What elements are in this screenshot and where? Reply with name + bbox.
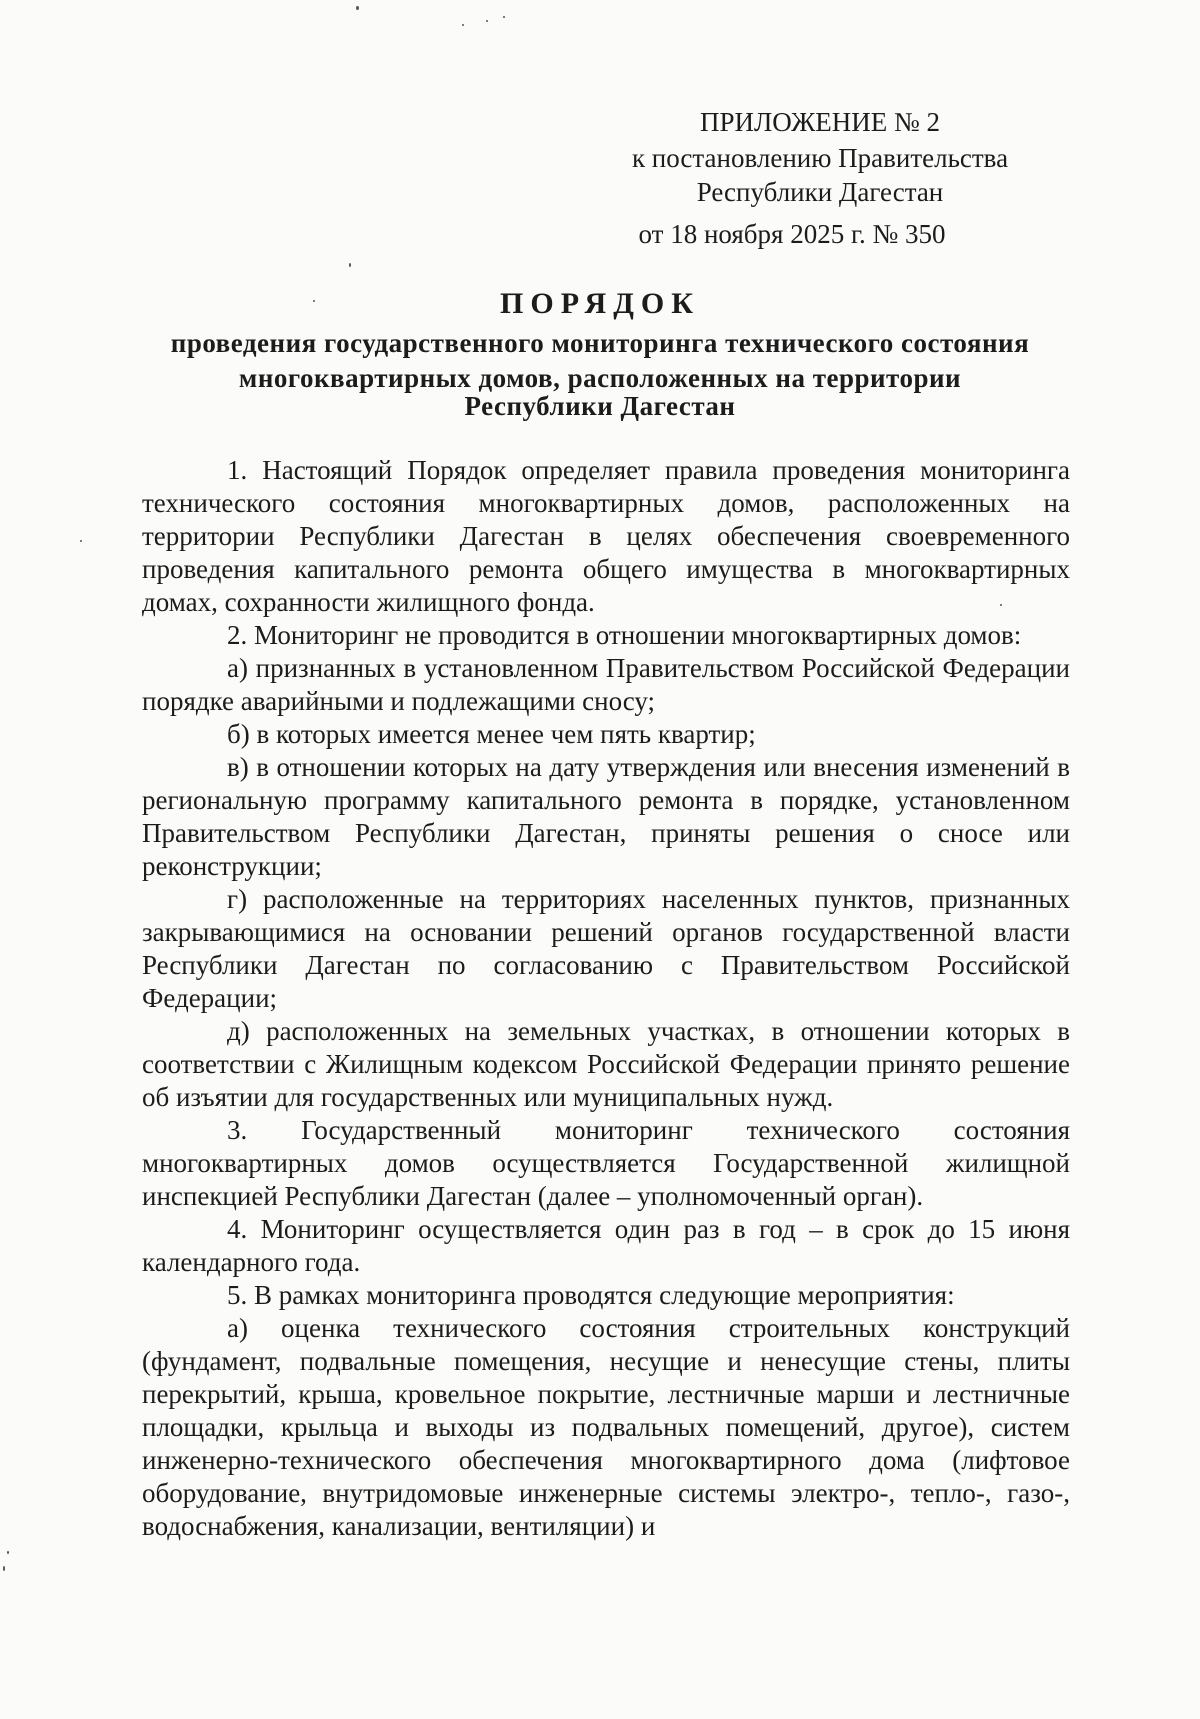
document-body bbox=[142, 454, 1070, 1543]
paragraph-2v: в) в отношении которых на дату утверждения или внесения изменений в региональную программу капитального ремонта в порядке, установленном Правительством Республики Дагестан, приняты решения о сносе или реконструкции; bbox=[142, 752, 1070, 881]
paragraph-2a: а) признанных в установленном Правительством Российской Федерации порядке аварийными и подлежащими сносу; bbox=[142, 653, 1070, 716]
paragraph-2d: д) расположенных на земельных участках, в отношении которых в соответствии с Жилищным кодексом Российской Федерации принято решение об изъятии для государственных или муниципальных нужд. bbox=[142, 1016, 1070, 1112]
paragraph-5: 5. В рамках мониторинга проводятся следующие мероприятия: bbox=[227, 1280, 955, 1310]
paragraph-2: 2. Мониторинг не проводится в отношении многоквартирных домов: bbox=[227, 620, 1022, 650]
scan-speck bbox=[349, 263, 351, 267]
document-title: ПОРЯДОК bbox=[500, 287, 700, 320]
appendix-title: ПРИЛОЖЕНИЕ № 2 bbox=[699, 107, 941, 137]
document-subtitle-line-1: проведения государственного мониторинга технического состояния bbox=[170, 328, 1030, 358]
scan-speck bbox=[503, 16, 505, 18]
paragraph-2g: г) расположенные на территориях населенных пунктов, признанных закрывающимися на основании решений органов государственной власти Республики Дагестан по согласованию с Правительством Российской Федерации; bbox=[142, 884, 1070, 1013]
document-subtitle-line-3: Республики Дагестан bbox=[464, 391, 736, 421]
scan-speck bbox=[80, 540, 82, 542]
document-subtitle-line-2: многоквартирных домов, расположенных на территории bbox=[238, 363, 962, 393]
appendix-resolution-line: к постановлению Правительства bbox=[631, 143, 1009, 173]
paragraph-2b: б) в которых имеется менее чем пять квартир; bbox=[227, 719, 756, 749]
scan-speck bbox=[7, 1551, 9, 1554]
scan-speck bbox=[486, 20, 488, 22]
scan-speck bbox=[356, 6, 359, 10]
scan-speck bbox=[3, 1566, 5, 1571]
paragraph-1: 1. Настоящий Порядок определяет правила проведения мониторинга технического состояния многоквартирных домов, расположенных на территории Республики Дагестан в целях обеспечения своевременного проведения капитального ремонта общего имущества в многоквартирных домах, сохранности жилищного фонда. bbox=[142, 455, 1070, 617]
paragraph-4: 4. Мониторинг осуществляется один раз в год – в срок до 15 июня календарного года. bbox=[142, 1214, 1070, 1277]
paragraph-5a: а) оценка технического состояния строительных конструкций (фундамент, подвальные помещения, несущие и ненесущие стены, плиты перекрытий, крыша, кровельное покрытие, лестничные марши и лестничные площадки, крыльца и выходы из подвальных помещений, другое), систем инженерно-технического обеспечения многоквартирного дома (лифтовое оборудование, внутридомовые инженерные системы электро-, тепло-, газо-, водоснабжения, канализации, вентиляции) и bbox=[142, 1313, 1070, 1541]
appendix-republic-line: Республики Дагестан bbox=[696, 177, 944, 207]
scan-speck bbox=[462, 24, 464, 26]
appendix-date: от 18 ноября 2025 г. № 350 bbox=[638, 219, 946, 249]
paragraph-3: 3. Государственный мониторинг технического состояния многоквартирных домов осуществляется Государственной жилищной инспекцией Республики Дагестан (далее – уполномоченный орган). bbox=[142, 1115, 1070, 1211]
